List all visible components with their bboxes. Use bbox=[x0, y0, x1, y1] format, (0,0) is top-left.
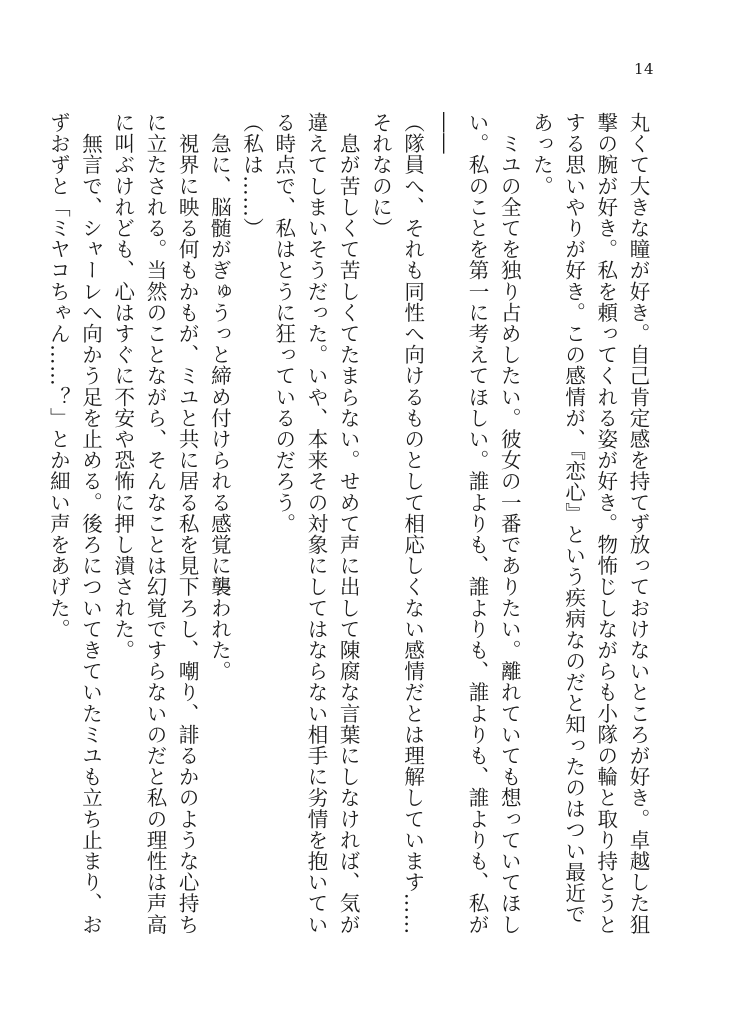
paragraph: 無言で、シャーレへ向かう足を止める。後ろについてきていたミユも立ち止まり、おずおずと「ミヤコちゃん……？」とか細い声をあげた。 bbox=[46, 112, 103, 935]
paragraph: （隊員へ、それも同性へ向けるものとして相応しくない感情だとは理解しています……それなのに） bbox=[368, 112, 425, 935]
paragraph: 視界に映る何もかもが、ミユと共に居る私を見下ろし、嘲り、誹るかのような心持ちに立たされる。当然のことながら、そんなことは幻覚ですらないのだと私の理性は声高に叫ぶけれども、心はすぐに不安や恐怖に押し潰された。 bbox=[110, 112, 200, 935]
paragraph: 急に、脳髄がぎゅうっと締め付けられる感覚に襲われた。 bbox=[207, 112, 232, 682]
paragraph: 丸くて大きな瞳が好き。自己肯定感を持てず放っておけないところが好き。卓越した狙撃の腕が好き。私を頼ってくれる姿が好き。物怖じしながらも小隊の輪と取り持とうとする思いやりが好き。この感情が、『恋心』という疾病なのだと知ったのはつい最近であった。 bbox=[529, 112, 650, 935]
paragraph: （私は……） bbox=[239, 112, 264, 239]
page-number: 14 bbox=[634, 60, 655, 78]
vertical-text-body bbox=[46, 112, 654, 942]
paragraph: ミユの全てを独り占めしたい。彼女の一番でありたい。離れていても想っていてほしい。私のことを第一に考えてほしい。誰よりも、誰よりも、誰よりも、誰よりも、私が―― bbox=[432, 112, 522, 935]
paragraph: 息が苦しくて苦しくてたまらない。せめて声に出して陳腐な言葉にしなければ、気が違えてしまいそうだった。いや、本来その対象にしてはならない相手に劣情を抱いている時点で、私はとうに狂っているのだろう。 bbox=[271, 112, 361, 935]
